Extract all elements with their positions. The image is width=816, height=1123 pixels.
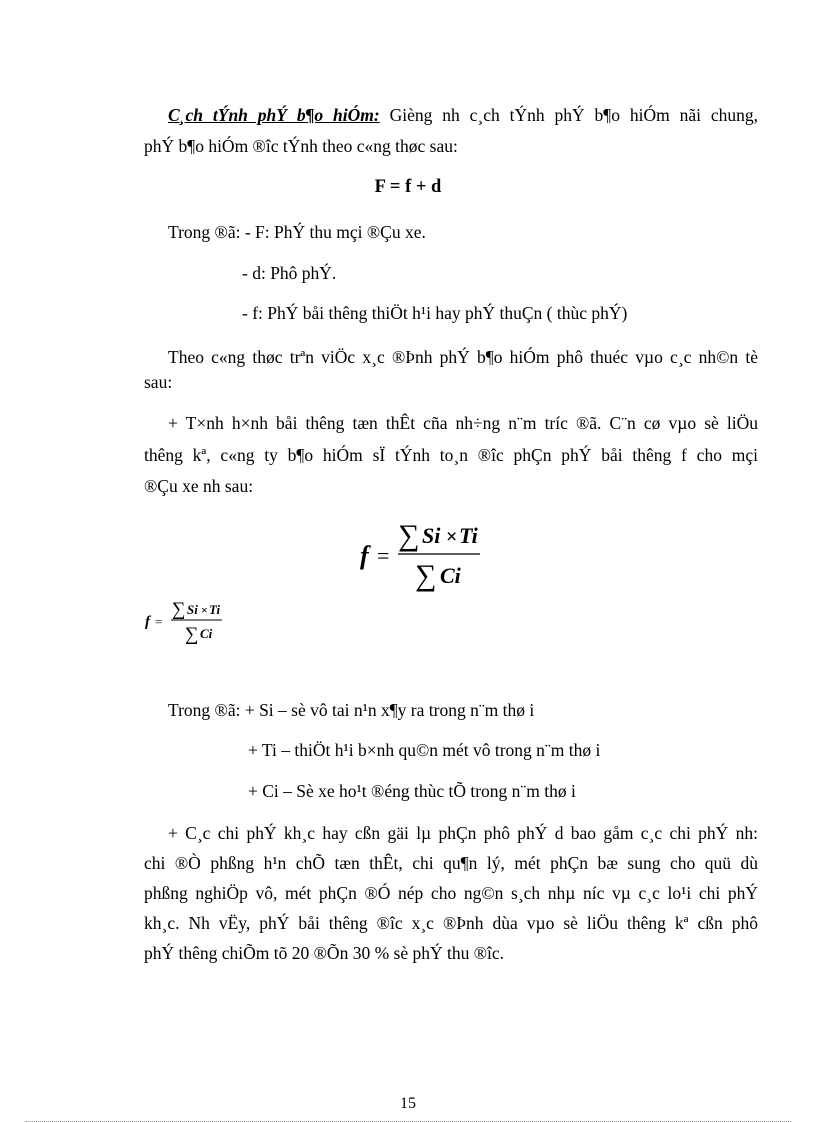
paragraph-4-line-3: phßng nghiÖp vô, mét phÇn ®Ó nép cho ng©n s¸ch nhµ níc vµ c¸c lo¹i chi phÝ: [144, 883, 758, 903]
paragraph-3-line-3: ®Çu xe nh sau:: [144, 476, 254, 496]
footer-divider: [25, 1121, 791, 1122]
formula-f-small: [142, 598, 252, 648]
paragraph-4-line-1: + C¸c chi phÝ kh¸c hay cßn gäi lµ phÇn phô phÝ d bao gåm c¸c chi phÝ nh:: [168, 823, 758, 843]
definition-Ci: + Ci – Sè xe ho¹t ®éng thùc tÕ trong n¨m thø i: [248, 781, 576, 801]
definition-f: - f: PhÝ båi thêng thiÖt h¹i hay phÝ thuÇn ( thùc phÝ): [242, 303, 628, 323]
formula-lhs: f: [360, 541, 369, 570]
paragraph-3-line-1: + T×nh h×nh båi thêng tæn thÊt cña nh÷ng n¨m tríc ®ã. C¨n cø vµo sè liÖu: [168, 413, 758, 433]
numerator-sum: ∑: [398, 519, 420, 552]
denominator-sum: ∑: [415, 559, 437, 592]
small-formula-equals: =: [155, 614, 163, 629]
numerator-si: Si: [422, 523, 441, 548]
definition-Ti: + Ti – thiÖt h¹i b×nh qu©n mét vô trong n¨m thø i: [248, 740, 601, 760]
paragraph-2-line-1: Theo c«ng thøc trªn viÖc x¸c ®Þnh phÝ b¶o hiÓm phô thuéc vµo c¸c nh©n tè: [168, 347, 758, 367]
numerator-ti: Ti: [459, 523, 478, 548]
intro-text: Gièng nh c¸ch tÝnh phÝ b¶o hiÓm nãi chung,: [389, 105, 758, 125]
denominator-ci: Ci: [440, 563, 461, 588]
paragraph-2-line-2: sau:: [144, 372, 173, 392]
small-denominator-sum: ∑: [185, 624, 199, 645]
small-numerator-ti: Ti: [209, 602, 221, 617]
definition-Si: Trong ®ã: + Si – sè vô tai n¹n x¶y ra trong n¨m thø i: [168, 700, 535, 720]
formula-equals: =: [377, 543, 390, 568]
numerator-times: ×: [446, 526, 458, 548]
small-formula-lhs: f: [145, 614, 150, 630]
main-formula: F = f + d: [374, 177, 442, 197]
section-heading: C¸ch tÝnh phÝ b¶o hiÓm:: [168, 105, 380, 125]
intro-line-1: [168, 104, 758, 126]
page-number: 15: [400, 1095, 416, 1112]
paragraph-4-line-4: kh¸c. Nh vËy, phÝ båi thêng ®îc x¸c ®Þnh dùa vµo sè liÖu thêng kª cßn phô: [144, 913, 758, 933]
definition-d: - d: Phô phÝ.: [242, 263, 337, 283]
small-numerator-sum: ∑: [172, 599, 186, 620]
formula-f-large: [358, 515, 508, 595]
small-numerator-times: ×: [201, 603, 208, 617]
small-numerator-si: Si: [187, 602, 198, 617]
small-denominator-ci: Ci: [200, 626, 213, 641]
intro-line-2: phÝ b¶o hiÓm ®îc tÝnh theo c«ng thøc sau:: [144, 136, 458, 156]
paragraph-4-line-2: chi ®Ò phßng h¹n chÕ tæn thÊt, chi qu¶n lý, mét phÇn bæ sung cho quü dù: [144, 853, 758, 873]
paragraph-3-line-2: thêng kª, c«ng ty b¶o hiÓm sÏ tÝnh to¸n ®îc phÇn phÝ båi thêng f cho mçi: [144, 445, 758, 465]
definition-F: Trong ®ã: - F: PhÝ thu mçi ®Çu xe.: [168, 222, 426, 242]
paragraph-4-line-5: phÝ thêng chiÕm tõ 20 ®Õn 30 % sè phÝ thu ®îc.: [144, 943, 505, 963]
